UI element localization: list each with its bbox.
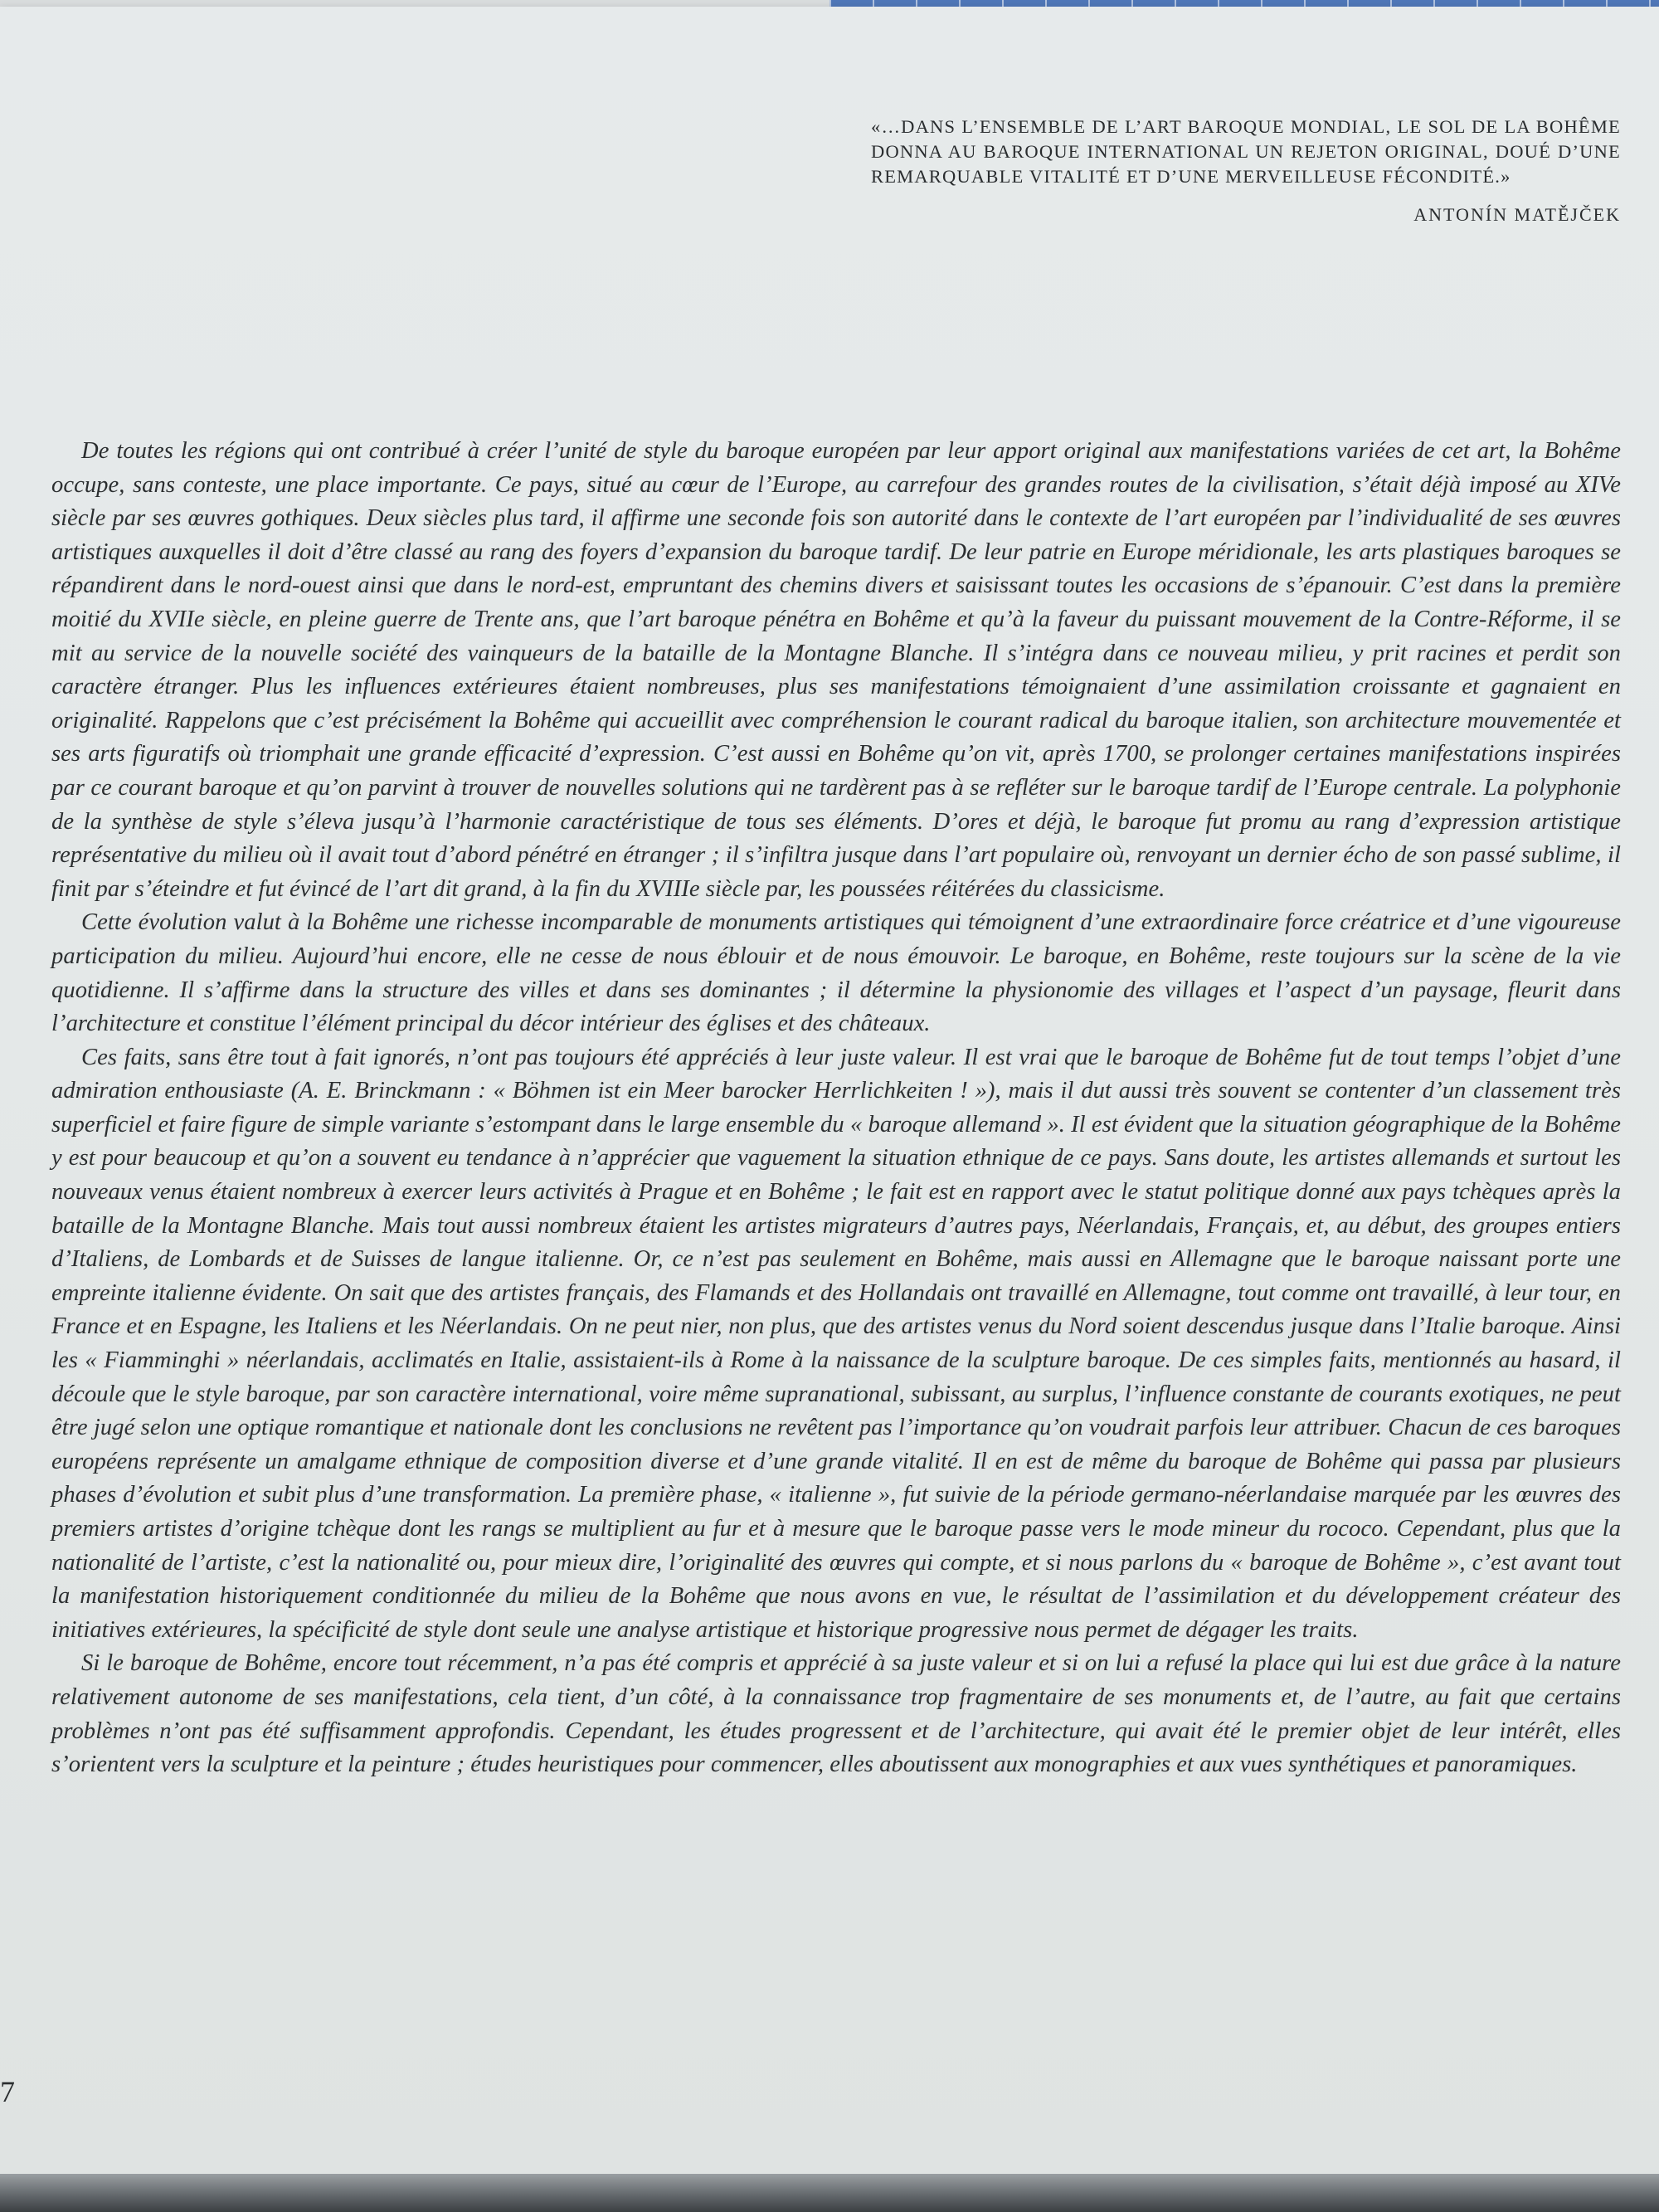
paragraph-3: Ces faits, sans être tout à fait ignorés, n’ont pas toujours été appréciés à leur juste valeur. Il est vrai que le baroque de Bohême fut de tout temps l’objet d’une admiration enthousiaste (A. E. Brinckmann : « Böhmen ist ein Meer barocker Herrlichkeiten ! »), mais il dut aussi très souvent se contenter d’un classement très superficiel et faire figure de simple variante s’estompant dans le large ensemble du « baroque allemand ». Il est évident que la situation géographique de la Bohême y est pour beaucoup et qu’on a souvent eu tendance à n’apprécier que vaguement la situation ethnique de ce pays. Sans doute, les artistes allemands et surtout les nouveaux venus étaient nombreux à exercer leurs activités à Prague et en Bohême ; le fait est en rapport avec le statut politique donné aux pays tchèques après la bataille de la Montagne Blanche. Mais tout aussi nombreux étaient les artistes migrateurs d’autres pays, Néerlandais, Français, et, au début, des groupes entiers d’Italiens, de Lombards et de Suisses de langue italienne. Or, ce n’est pas seulement en Bohême, mais aussi en Allemagne que le baroque naissant porte une empreinte italienne évidente. On sait que des artistes français, des Flamands et des Hollandais ont travaillé en Allemagne, tout comme ont travaillé, à leur tour, en France et en Espagne, les Italiens et les Néerlandais. On ne peut nier, non plus, que des artistes venus du Nord soient descendus jusque dans l’Italie baroque. Ainsi les « Fiamminghi » néerlandais, acclimatés en Italie, assistaient-ils à Rome à la naissance de la sculpture baroque. De ces simples faits, mentionnés au hasard, il découle que le style baroque, par son caractère international, voire même supranational, subissant, au surplus, l’influence constante de courants exotiques, ne peut être jugé selon une optique romantique et nationale dont les conclusions ne revêtent pas l’importance qu’on voudrait parfois leur attribuer. Chacun de ces baroques européens représente un amalgame ethnique de composition diverse et d’une grande vitalité. Il en est de même du baroque de Bohême qui passa par plusieurs phases d’évolution et subit plus d’une transformation. La première phase, « italienne », fut suivie de la période germano-néerlandaise marquée par les œuvres des premiers artistes d’origine tchèque dont les rangs se multiplient au fur et à mesure que le baroque passe vers le mode mineur du rococo. Cependant, plus que la nationalité de l’artiste, c’est la nationalité ou, pour mieux dire, l’originalité des œuvres qui compte, et si nous parlons du « baroque de Bohême », c’est avant tout la manifestation historiquement conditionnée du milieu de la Bohême que nous avons en vue, le résultat de l’assimilation et du développement créateur des initiatives extérieures, la spécificité de style dont seule une analyse artistique et historique progressive nous permet de dégager les traits. bbox=[51, 1044, 1621, 1643]
paragraph-1: De toutes les régions qui ont contribué à créer l’unité de style du baroque européen par leur apport original aux manifestations variées de cet art, la Bohême occupe, sans conteste, une place importante. Ce pays, situé au cœur de l’Europe, au carrefour des grandes routes de la civilisation, s’était déjà imposé au XIVe siècle par ses œuvres gothiques. Deux siècles plus tard, il affirme une seconde fois son autorité dans le contexte de l’art européen par l’individualité de ses œuvres artistiques auxquelles il doit d’être classé au rang des foyers d’expansion du baroque tardif. De leur patrie en Europe méridionale, les arts plastiques baroques se répandirent dans le nord-ouest ainsi que dans le nord-est, empruntant des chemins divers et saisissant toutes les occasions de s’épanouir. C’est dans la première moitié du XVIIe siècle, en pleine guerre de Trente ans, que l’art baroque pénétra en Bohême et qu’à la faveur du puissant mouvement de la Contre-Réforme, il se mit au service de la nouvelle société des vainqueurs de la bataille de la Montagne Blanche. Il s’intégra dans ce nouveau milieu, y prit racines et perdit son caractère étranger. Plus les influences extérieures étaient nombreuses, plus ses manifestations témoignaient d’une assimilation croissante et gagnaient en originalité. Rappelons que c’est précisément la Bohême qui accueillit avec compréhension le courant radical du baroque italien, son architecture mouvementée et ses arts figuratifs où triomphait une grande efficacité d’expression. C’est aussi en Bohême qu’on vit, après 1700, se prolonger certaines manifestations inspirées par ce courant baroque et qu’on parvint à trouver de nouvelles solutions qui ne tardèrent pas à se refléter sur le baroque tardif de l’Europe centrale. La polyphonie de la synthèse de style s’éleva jusqu’à l’harmonie caractéristique de tous ses éléments. D’ores et déjà, le baroque fut promu au rang d’expression artistique représentative du milieu où il avait tout d’abord pénétré en étranger ; il s’infiltra jusque dans l’art populaire où, renvoyant un dernier écho de son passé sublime, il finit par s’éteindre et fut évincé de l’art dit grand, à la fin du XVIIIe siècle par, les poussées réitérées du classicisme. bbox=[51, 438, 1621, 902]
book-page bbox=[0, 7, 1659, 2174]
epigraph-quote: «…DANS L’ENSEMBLE DE L’ART BAROQUE MONDIAL, LE SOL DE LA BOHÊME DONNA AU BAROQUE INTERNATIONAL UN REJETON ORIGINAL, DOUÉ D’UNE REMARQUABLE VITALITÉ ET D’UNE MERVEILLEUSE FÉCONDITÉ.» bbox=[871, 116, 1621, 187]
page-stack-edge bbox=[0, 2174, 1659, 2212]
epigraph-author: ANTONÍN MATĚJČEK bbox=[1413, 204, 1621, 225]
paragraph-4: Si le baroque de Bohême, encore tout récemment, n’a pas été compris et apprécié à sa juste valeur et si on lui a refusé la place qui lui est due grâce à la nature relativement autonome de ses manifestations, cela tient, d’un côté, à la connaissance trop fragmentaire de ses monuments et, de l’autre, au fait que certains problèmes n’ont pas été suffisamment approfondis. Cependant, les études progressent et de l’architecture, qui avait été le premier objet de leur intérêt, elles s’orientent vers la sculpture et la peinture ; études heuristiques pour commencer, elles aboutissent aux monographies et aux vues synthétiques et panoramiques. bbox=[51, 1650, 1621, 1778]
paragraph-2: Cette évolution valut à la Bohême une richesse incomparable de monuments artistiques qui témoignent d’une extraordinaire force créatrice et d’une vigoureuse participation du milieu. Aujourd’hui encore, elle ne cesse de nous éblouir et de nous émouvoir. Le baroque, en Bohême, reste toujours sur la scène de la vie quotidienne. Il s’affirme dans la structure des villes et dans ses dominantes ; il détermine la physionomie des villages et l’aspect d’un paysage, fleurit dans l’architecture et constitue l’élément principal du décor intérieur des églises et des châteaux. bbox=[51, 909, 1621, 1037]
body-text bbox=[51, 435, 1621, 1782]
page-number: 7 bbox=[0, 2075, 15, 2108]
epigraph bbox=[871, 114, 1621, 226]
